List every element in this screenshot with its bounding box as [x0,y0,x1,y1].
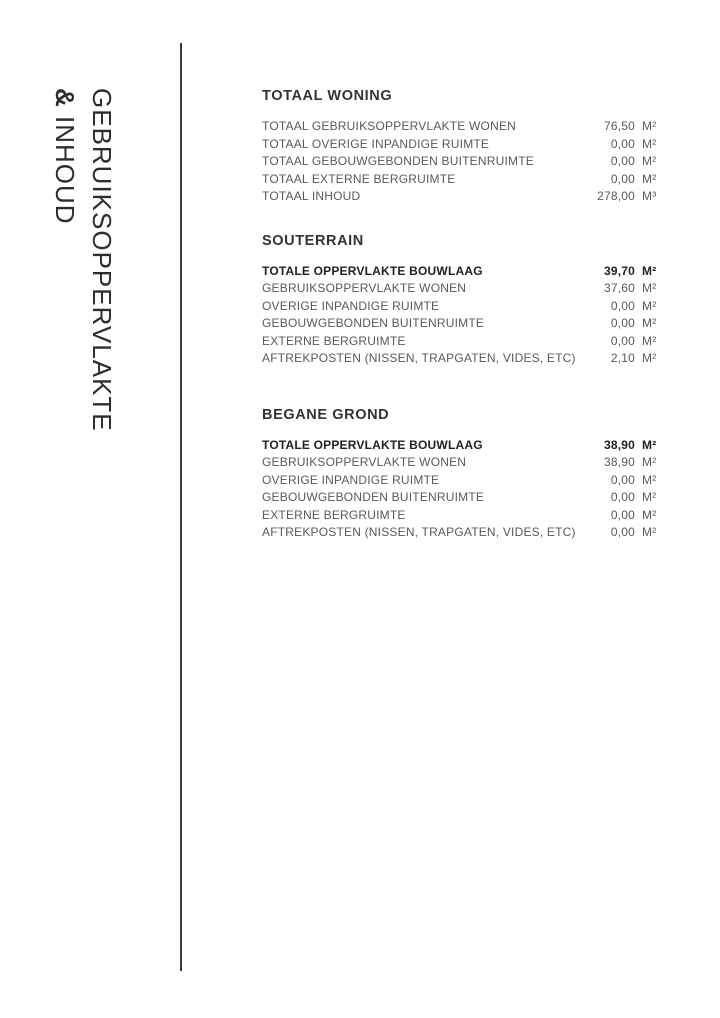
section-rows [262,437,664,542]
section-title: TOTAAL WONING [262,88,393,104]
measure-row [262,507,664,525]
row-label: TOTAAL OVERIGE INPANDIGE RUIMTE [262,136,490,151]
row-label: TOTAAL EXTERNE BERGRUIMTE [262,171,456,186]
measure-row-total [262,263,664,281]
measurements-content [262,86,664,542]
row-value: 0,00 [610,154,635,168]
row-unit: M² [642,455,657,469]
measure-row [262,472,664,490]
row-unit: M² [642,281,657,295]
row-value: 0,00 [610,507,635,522]
row-unit: M³ [642,189,657,203]
measure-row [262,524,664,542]
section-totaal-woning [262,86,664,206]
section-rows [262,263,664,368]
row-unit: M² [642,298,657,313]
measure-row [262,136,664,154]
row-value: 278,00 [597,189,635,203]
row-unit: M² [642,154,657,168]
section-rows [262,118,664,206]
row-unit: M² [642,171,657,186]
row-label: GEBOUWGEBONDEN BUITENRUIMTE [262,490,485,504]
row-unit: M² [642,136,657,151]
row-label: EXTERNE BERGRUIMTE [262,507,406,522]
measure-row [262,153,664,171]
measure-row [262,489,664,507]
row-value: 0,00 [610,298,635,313]
side-title-line2-text: INHOUD [50,107,80,225]
row-value: 38,90 [603,455,635,469]
row-unit: M² [642,119,657,133]
row-value: 37,60 [603,281,635,295]
row-value: 0,00 [610,472,635,487]
row-value: 0,00 [610,171,635,186]
vertical-divider-rule [180,43,182,971]
row-value: 39,70 [603,263,635,278]
row-value: 38,90 [603,437,635,452]
measure-row-total [262,437,664,455]
row-value: 0,00 [610,490,635,504]
measure-row [262,454,664,472]
row-value: 0,00 [610,316,635,330]
measure-row [262,298,664,316]
measure-row [262,280,664,298]
row-value: 0,00 [610,136,635,151]
row-label: EXTERNE BERGRUIMTE [262,333,406,348]
row-label: GEBRUIKSOPPERVLAKTE WONEN [262,281,467,295]
row-label: GEBRUIKSOPPERVLAKTE WONEN [262,455,467,469]
row-unit: M² [642,507,657,522]
page-side-title [46,88,120,432]
section-title: BEGANE GROND [262,406,390,423]
row-value: 2,10 [610,351,635,365]
row-unit: M² [642,490,657,504]
row-label: OVERIGE INPANDIGE RUIMTE [262,472,440,487]
row-label: TOTAAL INHOUD [262,189,361,203]
side-title-line1: GEBRUIKSOPPERVLAKTE [87,88,117,432]
row-label: TOTAAL GEBOUWGEBONDEN BUITENRUIMTE [262,154,534,168]
section-title: SOUTERRAIN [262,232,364,249]
row-unit: M² [642,316,657,330]
measure-row [262,118,664,136]
row-value: 76,50 [603,119,635,133]
row-label: TOTALE OPPERVLAKTE BOUWLAAG [262,263,483,278]
measure-row [262,333,664,351]
row-unit: M² [642,437,657,452]
row-unit: M² [642,525,657,539]
row-label: AFTREKPOSTEN (NISSEN, TRAPGATEN, VIDES, ETC) [262,525,576,539]
row-unit: M² [642,333,657,348]
row-unit: M² [642,351,657,365]
ampersand-glyph: & [50,88,80,108]
row-unit: M² [642,472,657,487]
row-value: 0,00 [610,525,635,539]
section-begane-grond [262,405,664,542]
measure-row [262,188,664,206]
row-label: GEBOUWGEBONDEN BUITENRUIMTE [262,316,485,330]
row-unit: M² [642,263,657,278]
measure-row [262,350,664,368]
row-label: TOTAAL GEBRUIKSOPPERVLAKTE WONEN [262,119,517,133]
row-label: OVERIGE INPANDIGE RUIMTE [262,298,440,313]
side-title-line2 [46,88,83,432]
row-value: 0,00 [610,333,635,348]
row-label: TOTALE OPPERVLAKTE BOUWLAAG [262,437,483,452]
measure-row [262,171,664,189]
measure-row [262,315,664,333]
section-souterrain [262,231,664,368]
row-label: AFTREKPOSTEN (NISSEN, TRAPGATEN, VIDES, ETC) [262,351,576,365]
